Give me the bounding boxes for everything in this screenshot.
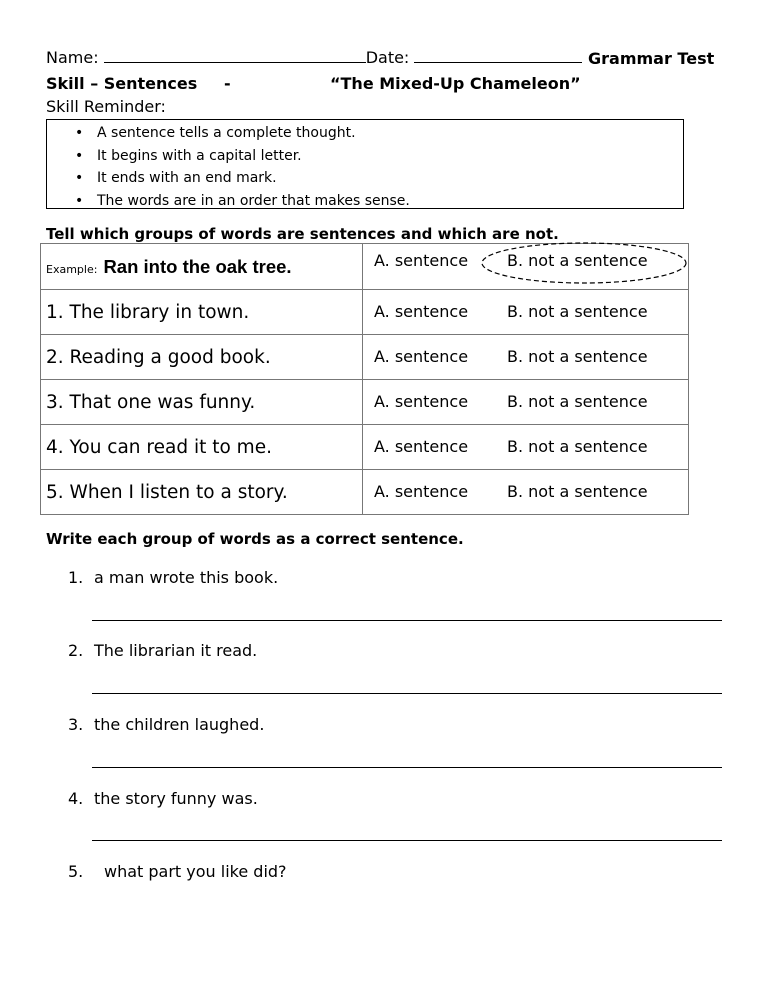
option-cell xyxy=(363,425,689,470)
date-label: Date: xyxy=(365,48,415,67)
option-cell xyxy=(363,335,689,380)
option-cell xyxy=(363,290,689,335)
item-text: 1. The library in town. xyxy=(46,301,250,323)
option-b[interactable]: B. not a sentence xyxy=(507,437,648,456)
item-text: 3. That one was funny. xyxy=(46,391,256,413)
write-item-text: the story funny was. xyxy=(94,789,258,808)
write-item-text: what part you like did? xyxy=(104,862,287,881)
reminder-box xyxy=(46,119,684,209)
answer-line[interactable] xyxy=(92,620,722,621)
option-a[interactable]: A. sentence xyxy=(374,482,469,501)
reminder-item: • The words are in an order that makes sense. xyxy=(97,190,683,213)
section2-instruction: Write each group of words as a correct sentence. xyxy=(46,530,464,548)
example-label: Example: xyxy=(46,262,98,276)
example-cell xyxy=(41,244,363,290)
write-item-number: 4. xyxy=(68,789,84,808)
date-blank[interactable] xyxy=(414,48,582,63)
name-line xyxy=(46,48,582,67)
reminder-list xyxy=(47,120,683,212)
answer-line[interactable] xyxy=(92,840,722,841)
test-title: Grammar Test xyxy=(588,49,715,68)
write-item-number: 2. xyxy=(68,641,84,660)
item-text: 2. Reading a good book. xyxy=(46,346,271,368)
skill-dash: - xyxy=(224,74,231,93)
item-cell xyxy=(41,425,363,470)
option-a[interactable]: A. sentence xyxy=(374,437,469,456)
example-option-a: A. sentence xyxy=(374,251,469,270)
table-row xyxy=(41,470,689,515)
option-cell xyxy=(363,470,689,515)
answer-circle-mark xyxy=(478,238,696,288)
name-label: Name: xyxy=(46,48,104,67)
reminder-item: • It begins with a capital letter. xyxy=(97,145,683,168)
item-cell xyxy=(41,380,363,425)
table-row xyxy=(41,335,689,380)
option-cell xyxy=(363,380,689,425)
section1-instruction: Tell which groups of words are sentences and which are not. xyxy=(46,225,559,243)
answer-line[interactable] xyxy=(92,767,722,768)
example-text: Ran into the oak tree. xyxy=(103,255,292,277)
table-row xyxy=(41,380,689,425)
table-row xyxy=(41,290,689,335)
option-a[interactable]: A. sentence xyxy=(374,392,469,411)
item-cell xyxy=(41,290,363,335)
write-item-number: 5. xyxy=(68,862,84,881)
option-a[interactable]: A. sentence xyxy=(374,347,469,366)
write-item-number: 1. xyxy=(68,568,84,587)
option-a[interactable]: A. sentence xyxy=(374,302,469,321)
item-text: 5. When I listen to a story. xyxy=(46,481,288,503)
write-item-text: a man wrote this book. xyxy=(94,568,279,587)
reminder-label: Skill Reminder: xyxy=(46,97,166,116)
story-title: “The Mixed-Up Chameleon” xyxy=(330,74,581,93)
option-b[interactable]: B. not a sentence xyxy=(507,347,648,366)
item-text: 4. You can read it to me. xyxy=(46,436,272,458)
write-item-text: The librarian it read. xyxy=(94,641,258,660)
reminder-item: • It ends with an end mark. xyxy=(97,167,683,190)
option-b[interactable]: B. not a sentence xyxy=(507,392,648,411)
name-blank[interactable] xyxy=(104,48,366,63)
write-item-text: the children laughed. xyxy=(94,715,265,734)
example-option-b: B. not a sentence xyxy=(507,251,648,270)
item-cell xyxy=(41,335,363,380)
write-item-number: 3. xyxy=(68,715,84,734)
item-cell xyxy=(41,470,363,515)
reminder-item: • A sentence tells a complete thought. xyxy=(97,122,683,145)
skill-label: Skill – Sentences xyxy=(46,74,198,93)
table-row xyxy=(41,425,689,470)
option-b[interactable]: B. not a sentence xyxy=(507,482,648,501)
option-b[interactable]: B. not a sentence xyxy=(507,302,648,321)
answer-line[interactable] xyxy=(92,693,722,694)
